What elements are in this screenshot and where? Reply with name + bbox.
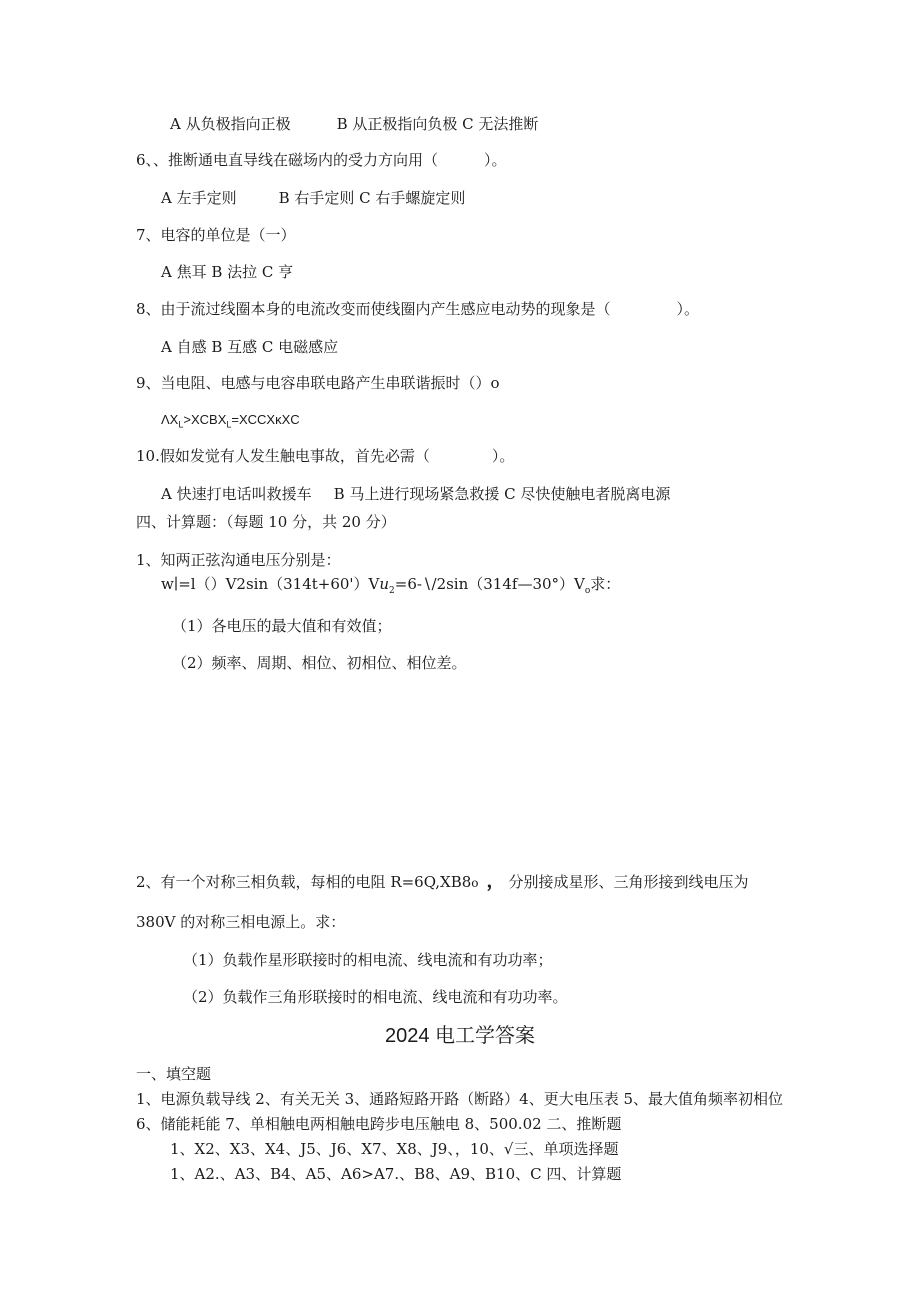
calc1-formula-end: 求： <box>590 575 621 593</box>
q10-option-a: A 快速打电话叫救援车 <box>161 485 312 503</box>
calc1-formula-part1: w∣=l（）V2sin（314t+60'）V <box>161 575 380 593</box>
answers-line4: 1、A2.、A3、B4、A5、A6>A7.、B8、A9、B10、C 四、计算题 <box>170 1165 622 1183</box>
calc1-formula-sub: 2 <box>389 586 395 596</box>
q5-option-bc: B 从正极指向负极 C 无法推断 <box>336 115 539 133</box>
q9-opt-sub1: L <box>178 419 184 430</box>
answers-title: 2024 电工学答案 <box>384 1025 536 1047</box>
calc1-formula <box>161 574 620 601</box>
q10-stem-end: ）。 <box>491 447 515 465</box>
q9-options <box>161 410 300 435</box>
q7-options: A 焦耳 B 法拉 C 亨 <box>161 263 294 281</box>
q9-opt-part1: ΛX <box>161 412 179 427</box>
calc2-stem-o: o <box>471 876 479 890</box>
calc1-sub2: （2）频率、周期、相位、初相位、相位差。 <box>172 654 467 672</box>
q10-option-bc: B 马上进行现场紧急救援 C 尽快使触电者脱离电源 <box>333 485 671 503</box>
q5-options <box>170 114 538 134</box>
q8-stem <box>136 299 699 319</box>
answers-line2: 6、储能耗能 7、单相触电两相触电跨步电压触电 8、500.02 二、推断题 <box>136 1115 622 1133</box>
q6-option-bc: B 右手定则 C 右手螺旋定则 <box>278 189 466 207</box>
q6-stem-end: ）。 <box>484 151 507 169</box>
q8-options: A 自感 B 互感 C 电磁感应 <box>161 338 339 356</box>
answers-line3: 1、X2、X3、X4、J5、J6、X7、X8、J9、，10、√三、单项选择题 <box>170 1140 619 1158</box>
calc1-formula-u: u <box>379 575 390 593</box>
calc2-stem-comma: ， <box>486 871 505 892</box>
q8-stem-end: ）。 <box>676 300 700 318</box>
q9-opt-part2: >XCBX <box>183 412 227 427</box>
calc1-stem: 1、知两正弦沟通电压分别是： <box>136 551 341 569</box>
answers-sec1: 一、填空题 <box>136 1065 212 1083</box>
q6-stem-text: 6、、推断通电直导线在磁场内的受力方向用（ <box>136 151 439 169</box>
q10-stem-text: 10.假如发觉有人发生触电事故，首先必需（ <box>136 447 430 465</box>
calc2-stem-part1: 2、有一个对称三相负载，每相的电阻 R=6Q,XB8 <box>136 873 472 891</box>
q6-option-a: A 左手定则 <box>161 189 237 207</box>
q9-stem: 9、当电阻、电感与电容串联电路产生串联谐振时（）o <box>136 374 500 392</box>
q10-options <box>161 484 670 504</box>
q6-stem <box>136 150 507 170</box>
calc2-sub2: （2）负载作三角形联接时的相电流、线电流和有功功率。 <box>183 988 568 1006</box>
q7-stem: 7、电容的单位是（一） <box>136 226 296 244</box>
q10-stem <box>136 446 514 466</box>
q6-options <box>161 188 465 208</box>
q5-option-a: A 从负极指向正极 <box>170 115 291 133</box>
calc1-formula-o: o <box>584 586 591 596</box>
q8-stem-text: 8、由于流过线圈本身的电流改变而使线圈内产生感应电动势的现象是（ <box>136 300 611 318</box>
q9-opt-sub2: L <box>226 419 232 430</box>
calc2-stem2: 380V 的对称三相电源上。求： <box>136 913 346 931</box>
calc1-sub1: （1）各电压的最大值和有效值； <box>172 617 392 635</box>
q9-opt-part3: =XCCXĸXC <box>231 412 300 427</box>
calc1-formula-part2: =6-∖/2sin（314f—30°）V <box>394 575 585 593</box>
calc2-stem <box>136 872 749 893</box>
calc2-stem-part2: 分别接成星形、三角形接到线电压为 <box>508 873 749 891</box>
calc2-sub1: （1）负载作星形联接时的相电流、线电流和有功功率； <box>183 951 553 969</box>
section4-heading: 四、计算题：（每题 10 分，共 20 分） <box>136 513 396 531</box>
answers-line1: 1、电源负载导线 2、有关无关 3、通路短路开路（断路）4、更大电压表 5、最大值角频率初相位 <box>136 1090 784 1108</box>
